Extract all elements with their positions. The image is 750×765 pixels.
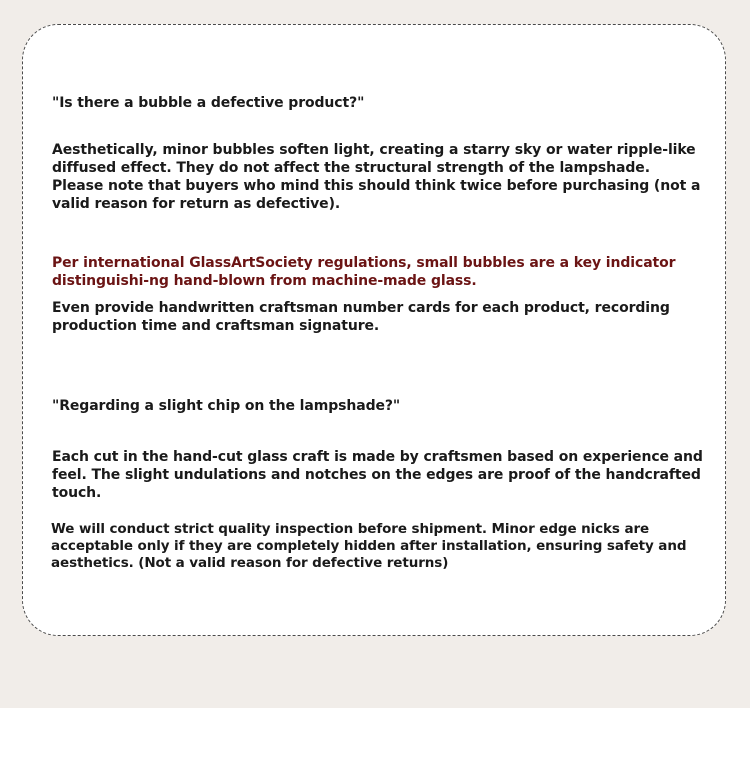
highlight-glass-society: Per international GlassArtSociety regulations, small bubbles are a key indicator distinguishi-ng hand-blown from machine-made glass. xyxy=(52,255,676,289)
question-chip: "Regarding a slight chip on the lampshade?" xyxy=(52,398,401,414)
answer-bubble-aesthetics: Aesthetically, minor bubbles soften light, creating a starry sky or water ripple-like diffused effect. They do not affect the structural strength of the lampshade. Please note that buyers who mind this should think twice before purchasing (not a valid reason for return as defective). xyxy=(52,142,701,212)
question-bubble: "Is there a bubble a defective product?" xyxy=(52,95,365,111)
answer-quality-inspection: We will conduct strict quality inspection before shipment. Minor edge nicks are acceptable only if they are completely hidden after installation, ensuring safety and aesthetics. (Not a valid reason for defective returns) xyxy=(51,521,687,571)
bottom-spacer xyxy=(0,708,750,765)
answer-hand-cut: Each cut in the hand-cut glass craft is made by craftsmen based on experience and feel. The slight undulations and notches on the edges are proof of the handcrafted touch. xyxy=(52,449,703,501)
answer-craftsman-card: Even provide handwritten craftsman number cards for each product, recording production time and craftsman signature. xyxy=(52,300,670,334)
